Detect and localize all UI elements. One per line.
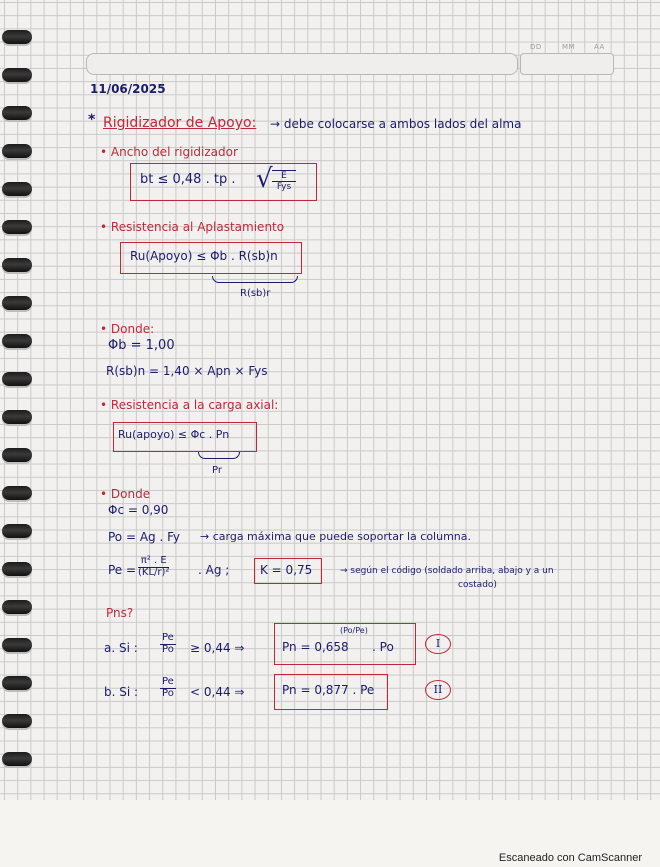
binding-ring — [2, 144, 32, 158]
s5-heading: • Donde — [100, 487, 151, 501]
header-bar — [86, 53, 518, 75]
s5-po: Po = Ag . Fy — [108, 530, 181, 544]
s1-lhs: bt ≤ 0,48 . tp . — [140, 172, 236, 187]
k-value: K = 0,75 — [260, 563, 313, 577]
binding-ring — [2, 372, 32, 386]
s4-formula: Ru(apoyo) ≤ Φc . Pn — [118, 428, 230, 441]
s2-brace-label: R(sb)r — [240, 288, 271, 299]
dd-label: DD — [530, 43, 542, 51]
spiral-binding — [0, 10, 34, 790]
binding-ring — [2, 714, 32, 728]
binding-ring — [2, 752, 32, 766]
binding-ring — [2, 638, 32, 652]
case-b-frac-num: Pe — [162, 676, 174, 687]
k-note-1: → según el código (soldado arriba, abajo y a un — [340, 566, 554, 576]
pe-fraction — [138, 556, 169, 578]
binding-ring — [2, 410, 32, 424]
scanner-footer: Escaneado con CamScanner — [498, 852, 642, 864]
s2-formula: Ru(Apoyo) ≤ Φb . R(sb)n — [130, 249, 278, 263]
binding-ring — [2, 562, 32, 576]
case-a-formula: Pn = 0,658 — [282, 640, 349, 654]
date-box — [520, 53, 614, 75]
case-b-formula: Pn = 0,877 . Pe — [282, 683, 375, 697]
pe-num: π² . E — [138, 556, 169, 568]
sqrt-den: Fys — [276, 182, 292, 192]
binding-ring — [2, 486, 32, 500]
s5-po-note: → carga máxima que puede soportar la columna. — [200, 530, 472, 543]
mm-label: MM — [562, 43, 576, 51]
binding-ring — [2, 524, 32, 538]
s2-brace — [212, 276, 298, 283]
case-a-fraction — [160, 633, 176, 655]
case-a-cond: ≥ 0,44 ⇒ — [190, 641, 245, 655]
binding-ring — [2, 448, 32, 462]
s4-heading: • Resistencia a la carga axial: — [100, 398, 279, 412]
s5-pe-lhs: Pe = — [108, 563, 137, 577]
title-bullet: * — [88, 112, 96, 128]
pns-label: Pns? — [106, 606, 134, 620]
binding-ring — [2, 676, 32, 690]
s5-pe-rhs: . Ag ; — [198, 563, 230, 577]
case-b-label: b. Si : — [104, 685, 139, 699]
sqrt-frac — [272, 170, 296, 192]
sqrt-icon: √ — [256, 164, 273, 194]
sqrt-num: E — [272, 171, 296, 182]
binding-ring — [2, 296, 32, 310]
case-a-exp: (Po/Pe) — [340, 626, 368, 635]
s1-heading: • Ancho del rigidizador — [100, 145, 238, 159]
s2-heading: • Resistencia al Aplastamiento — [100, 220, 285, 234]
case-b-roman: II — [425, 680, 451, 700]
binding-ring — [2, 68, 32, 82]
binding-ring — [2, 220, 32, 234]
date-text: 11/06/2025 — [90, 82, 166, 96]
k-note-2: costado) — [458, 580, 497, 590]
case-b-cond: < 0,44 ⇒ — [190, 685, 245, 699]
s3-heading: • Donde: — [100, 322, 155, 336]
binding-ring — [2, 30, 32, 44]
title-main: Rigidizador de Apoyo: — [103, 115, 257, 131]
title-note: → debe colocarse a ambos lados del alma — [270, 117, 522, 131]
s4-brace — [198, 452, 240, 459]
s4-brace-label: Pr — [212, 465, 222, 476]
s3-rsb: R(sb)n = 1,40 × Apn × Fys — [106, 364, 268, 378]
case-a-tail: . Po — [372, 640, 394, 654]
binding-ring — [2, 182, 32, 196]
s5-phi: Φc = 0,90 — [108, 503, 169, 517]
binding-ring — [2, 600, 32, 614]
binding-ring — [2, 334, 32, 348]
s3-phi: Φb = 1,00 — [108, 338, 175, 353]
pe-den: (KL/r)² — [138, 566, 170, 578]
case-a-roman: I — [425, 634, 451, 654]
case-a-label: a. Si : — [104, 641, 138, 655]
case-b-fraction — [160, 677, 176, 699]
aa-label: AA — [594, 43, 605, 51]
binding-ring — [2, 258, 32, 272]
case-b-frac-den: Po — [162, 687, 174, 699]
case-a-frac-den: Po — [162, 643, 174, 655]
binding-ring — [2, 106, 32, 120]
case-a-frac-num: Pe — [162, 632, 174, 643]
